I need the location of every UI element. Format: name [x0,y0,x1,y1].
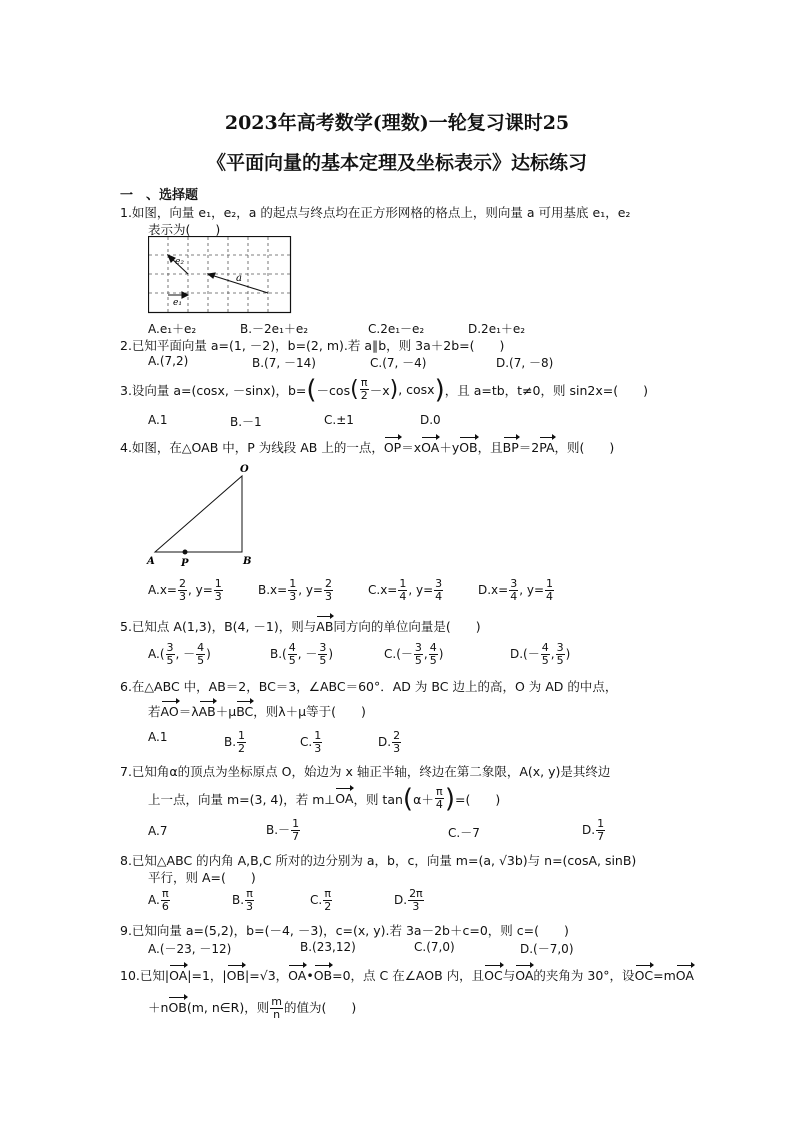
q9-option-b[interactable]: B.(23,12) [300,940,356,954]
q7-option-b[interactable]: B.－ $\frac{1}{7}$ [266,817,300,843]
q6-stem: 6.在△ABC 中，AB＝2，BC＝3，∠ABC＝60°．AD 为 BC 边上的高，O 为 AD 的中点， [120,679,618,694]
q5-option-b[interactable]: B.( $\frac{4}{5}$ , － $\frac{3}{5}$ ) [270,641,334,667]
q9-option-d[interactable]: D.(－7,0) [520,942,574,956]
q3-option-b[interactable]: B.－1 [230,415,262,429]
q10-stem-cont: ＋nOB(m, n∈R)，则 $\frac{m}{n}$ 的值为( ) [148,995,357,1021]
vertex-o: O [240,464,249,475]
section-heading: 一 、选择题 [120,188,199,203]
triangle-figure [145,462,265,570]
q5-option-d[interactable]: D.(－ $\frac{4}{5}$ , $\frac{3}{5}$ ) [510,641,571,667]
q3-inner-paren-open: ( [350,376,359,402]
q2-option-b[interactable]: B.(7, －14) [252,356,316,370]
q7-option-d[interactable]: D. $\frac{1}{7}$ [582,817,605,843]
q7-option-c[interactable]: C.－7 [448,826,480,840]
q7-stem: 7.已知角α的顶点为坐标原点 O，始边为 x 轴正半轴，终边在第二象限，A(x, y)是其终边 [120,764,611,779]
e2-label: e₂ [175,257,184,267]
q8-option-b[interactable]: B. $\frac{\pi}{3}$ [232,887,254,913]
q1-option-c[interactable]: C.2e₁－e₂ [368,322,425,336]
q4-option-b[interactable]: B.x= $\frac{1}{3}$ , y= $\frac{2}{3}$ [258,577,332,603]
q3-stem-b: ，且 a=tb，t≠0，则 sin2x=( ) [444,382,648,398]
q2-stem: 2.已知平面向量 a=(1, －2)，b=(2, m).若 a∥b，则 3a＋2b=( ) [120,338,505,353]
q8-option-a[interactable]: A. $\frac{\pi}{6}$ [148,887,169,913]
q9-option-a[interactable]: A.(－23, －12) [148,942,232,956]
vertex-a: A [147,556,155,567]
q3-cosx: , cosx [398,382,435,397]
grid-figure [148,236,292,314]
q6-option-d[interactable]: D. $\frac{2}{3}$ [378,729,401,755]
q6-stem-cont: 若AO＝λAB＋μBC，则λ＋μ等于( ) [148,704,366,719]
q8-option-d[interactable]: D. $\frac{2\pi}{3}$ [394,887,423,913]
q9-stem: 9.已知向量 a=(5,2)，b=(－4, －3)，c=(x, y).若 3a－2b＋c=0，则 c=( ) [120,923,569,938]
q4-option-a[interactable]: A.x= $\frac{2}{3}$ , y= $\frac{1}{3}$ [148,577,222,603]
q8-stem-cont: 平行，则 A=( ) [148,870,256,885]
q6-option-a[interactable]: A.1 [148,730,168,744]
q3-option-c[interactable]: C.±1 [324,413,354,427]
q2-option-c[interactable]: C.(7, －4) [370,356,427,370]
q5-option-a[interactable]: A.( $\frac{3}{5}$ , － $\frac{4}{5}$ ) [148,641,211,667]
q3-pi-half: $\frac{\pi}{2}$ [360,376,368,402]
q9-option-c[interactable]: C.(7,0) [414,940,455,954]
page-subtitle: 《平面向量的基本定理及坐标表示》达标练习 [206,152,587,174]
q3-paren-open: ( [306,374,317,405]
q3-option-d[interactable]: D.0 [420,413,441,427]
a-label: a [236,273,242,284]
q7-option-a[interactable]: A.7 [148,824,168,838]
page-title: 2023年高考数学(理数)一轮复习课时25 [224,112,570,134]
vertex-b: B [243,556,252,567]
q3-option-a[interactable]: A.1 [148,413,168,427]
q4-option-d[interactable]: D.x= $\frac{3}{4}$ , y= $\frac{1}{4}$ [478,577,554,603]
q5-option-c[interactable]: C.(－ $\frac{3}{5}$ , $\frac{4}{5}$ ) [384,641,444,667]
q8-stem: 8.已知△ABC 的内角 A,B,C 所对的边分别为 a，b，c，向量 m=(a, √3b)与 n=(cosA, sinB) [120,853,637,868]
q3-stem-a: 3.设向量 a=(cosx, －sinx)，b= [120,382,307,398]
q1-option-d[interactable]: D.2e₁＋e₂ [468,322,526,336]
q4-option-c[interactable]: C.x= $\frac{1}{4}$ , y= $\frac{3}{4}$ [368,577,443,603]
q6-option-c[interactable]: C. $\frac{1}{3}$ [300,729,322,755]
q2-option-a[interactable]: A.(7,2) [148,354,189,368]
q3-inner-a: －cos [316,382,351,398]
q5-stem: 5.已知点 A(1,3)，B(4, －1)，则与AB同方向的单位向量是( ) [120,619,481,634]
q1-stem-cont: 表示为( ) [148,222,221,237]
q1-option-b[interactable]: B.－2e₁＋e₂ [240,322,309,336]
q3-stem [120,374,648,405]
q10-stem: 10.已知|OA|=1，|OB|=√3，OA•OB=0，点 C 在∠AOB 内，且OC与OA的夹角为 30°，设OC=mOA [120,968,694,983]
q3-inner-paren-close: ) [389,376,399,402]
q1-stem: 1.如图，向量 e₁，e₂，a 的起点与终点均在正方形网格的格点上，则向量 a 可用基底 e₁，e₂ [120,205,631,220]
q3-minus-x: －x [369,382,390,398]
e1-label: e₁ [173,298,182,308]
q2-option-d[interactable]: D.(7, －8) [496,356,554,370]
point-p: P [181,558,189,569]
q7-stem-cont: 上一点，向量 m=(3, 4)，若 m⊥ OA ，则 tan ( α＋ $\frac{\pi}{4}$ ) =( ) [148,783,501,814]
q3-paren-close: ) [434,374,445,405]
q1-option-a[interactable]: A.e₁＋e₂ [148,322,197,336]
q8-option-c[interactable]: C. $\frac{\pi}{2}$ [310,887,332,913]
q4-stem: 4.如图，在△OAB 中，P 为线段 AB 上的一点，OP＝xOA＋yOB，且BP＝2PA，则( ) [120,440,615,455]
q6-option-b[interactable]: B. $\frac{1}{2}$ [224,729,246,755]
